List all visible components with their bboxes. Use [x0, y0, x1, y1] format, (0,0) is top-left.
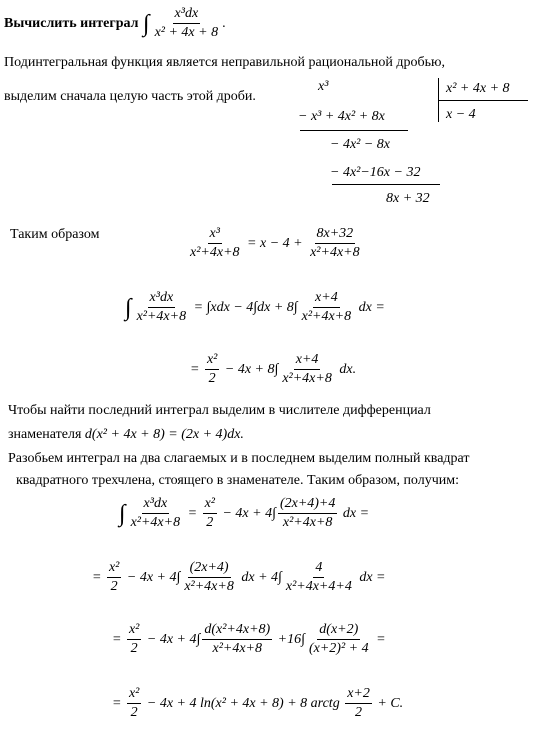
heading-numerator: x³dx — [173, 6, 201, 24]
eq6-pre: = — [112, 631, 122, 647]
eq7-b-den: 2 — [355, 705, 363, 721]
integral-sign: ∫ — [119, 500, 126, 527]
equation-2 — [124, 290, 385, 325]
eq6-b-den: x²+4x+8 — [212, 641, 263, 657]
eq6-c-num: d(x+2) — [317, 622, 360, 640]
paragraph-5: Разобьем интеграл на два слагаемых и в последнем выделим полный квадрат — [8, 451, 470, 466]
eq4-equals: = — [187, 505, 198, 521]
eq7-b-num: x+2 — [345, 686, 372, 704]
eq1-right-den: x²+4x+8 — [310, 245, 360, 261]
integral-sign: ∫ — [125, 294, 132, 321]
division-subtract-2: − 4x²−16x − 32 — [330, 165, 421, 180]
paragraph-6: квадратного трехчлена, стоящего в знаменателе. Таким образом, получим: — [16, 473, 460, 488]
eq7-middle: − 4x + 4 ln(x² + 4x + 8) + 8 arctg — [146, 695, 340, 711]
eq4-b-den: x²+4x+8 — [282, 515, 333, 531]
equation-6 — [112, 622, 386, 657]
division-subtract-1: − x³ + 4x² + 8x — [298, 109, 385, 124]
eq6-middle-2: +16∫ — [277, 631, 305, 647]
eq5-b-num: (2x+4) — [188, 560, 231, 578]
eq6-b-num: d(x²+4x+8) — [202, 622, 272, 640]
equation-3 — [190, 352, 356, 387]
eq6-end: = — [376, 631, 386, 647]
division-line-1 — [300, 130, 408, 131]
text-tak: Таким образом — [10, 227, 100, 242]
heading-denominator: x² + 4x + 8 — [154, 25, 219, 41]
eq3-end: dx. — [339, 361, 357, 377]
eq4-b-num: (2x+4)+4 — [278, 496, 337, 514]
eq2-right-fraction — [300, 290, 354, 325]
heading-label: Вычислить интеграл — [4, 15, 139, 31]
eq3-b-num: x+4 — [294, 352, 321, 370]
eq7-end: + C. — [377, 695, 404, 711]
eq5-c-num: 4 — [313, 560, 324, 578]
integral-sign: ∫ — [143, 10, 150, 37]
eq5-c-den: x²+4x+4+4 — [285, 579, 352, 595]
heading-fraction — [153, 6, 221, 41]
division-divisor: x² + 4x + 8 — [446, 81, 510, 96]
eq4-end: dx = — [342, 505, 370, 521]
eq5-middle-2: dx + 4∫ — [241, 569, 282, 585]
eq5-b-den: x²+4x+8 — [184, 579, 234, 595]
problem-heading — [4, 6, 226, 41]
eq6-c-den: (x+2)² + 4 — [308, 641, 369, 657]
p4-differential: d(x² + 4x + 8) = (2x + 4)dx. — [84, 427, 244, 442]
eq7-fraction-b — [345, 686, 372, 721]
eq7-fraction-a — [127, 686, 141, 721]
division-bar-horizontal — [438, 100, 528, 101]
eq3-a-num: x² — [205, 352, 219, 370]
eq2-left-den: x²+4x+8 — [136, 309, 187, 325]
eq3-fraction-b — [280, 352, 334, 387]
division-quotient: x − 4 — [446, 107, 476, 122]
paragraph-2: выделим сначала целую часть этой дроби. — [4, 89, 256, 104]
paragraph-3: Чтобы найти последний интеграл выделим в числителе дифференциал — [8, 403, 431, 418]
division-line-2 — [332, 184, 440, 185]
eq1-left-fraction — [188, 226, 242, 261]
eq7-a-num: x² — [127, 686, 141, 704]
eq5-fraction-b — [182, 560, 236, 595]
eq2-end: dx = — [358, 299, 385, 315]
eq1-left-den: x²+4x+8 — [190, 245, 240, 261]
eq4-left-num: x³dx — [142, 496, 170, 514]
eq3-fraction-a — [205, 352, 219, 387]
paragraph-4 — [8, 428, 244, 442]
eq6-fraction-b — [202, 622, 272, 657]
equation-1 — [186, 226, 364, 261]
eq3-a-den: 2 — [208, 371, 216, 387]
eq4-fraction-b — [278, 496, 337, 531]
eq1-middle: = x − 4 + — [247, 235, 303, 251]
eq2-left-num: x³dx — [148, 290, 176, 308]
eq5-middle: − 4x + 4∫ — [126, 569, 181, 585]
eq4-fraction-a — [203, 496, 217, 531]
eq2-left-fraction — [135, 290, 189, 325]
eq5-fraction-c — [284, 560, 354, 595]
equation-5 — [92, 560, 386, 595]
eq6-fraction-a — [127, 622, 141, 657]
eq3-middle: − 4x + 8∫ — [224, 361, 279, 377]
eq5-a-den: 2 — [110, 579, 118, 595]
eq4-left-fraction — [129, 496, 183, 531]
eq4-middle: − 4x + 4∫ — [222, 505, 276, 521]
eq2-middle: = ∫xdx − 4∫dx + 8∫ — [193, 299, 298, 315]
eq5-a-num: x² — [107, 560, 121, 578]
eq4-a-num: x² — [203, 496, 217, 514]
eq6-a-num: x² — [127, 622, 141, 640]
eq1-right-num: 8x+32 — [315, 226, 356, 244]
eq2-right-den: x²+4x+8 — [301, 309, 352, 325]
division-remainder-1: − 4x² − 8x — [330, 137, 391, 152]
eq3-pre: = — [190, 361, 200, 377]
eq4-left-den: x²+4x+8 — [130, 515, 181, 531]
eq1-left-num: x³ — [208, 226, 222, 244]
eq1-right-fraction — [308, 226, 362, 261]
eq3-b-den: x²+4x+8 — [282, 371, 332, 387]
eq7-pre: = — [112, 695, 122, 711]
eq5-pre: = — [92, 569, 102, 585]
eq2-right-num: x+4 — [313, 290, 340, 308]
equation-4 — [118, 496, 369, 531]
division-dividend: x³ — [318, 79, 329, 94]
eq6-a-den: 2 — [130, 641, 138, 657]
p4-text: знаменателя — [8, 427, 82, 442]
heading-period: . — [222, 15, 226, 31]
eq5-fraction-a — [107, 560, 121, 595]
eq4-a-den: 2 — [206, 515, 214, 531]
equation-7 — [112, 686, 403, 721]
division-remainder-2: 8x + 32 — [386, 191, 430, 206]
eq6-middle: − 4x + 4∫ — [146, 631, 201, 647]
eq6-fraction-c — [307, 622, 371, 657]
paragraph-1: Подинтегральная функция является неправильной рациональной дробью, — [4, 55, 445, 70]
eq7-a-den: 2 — [130, 705, 138, 721]
eq5-end: dx = — [359, 569, 386, 585]
